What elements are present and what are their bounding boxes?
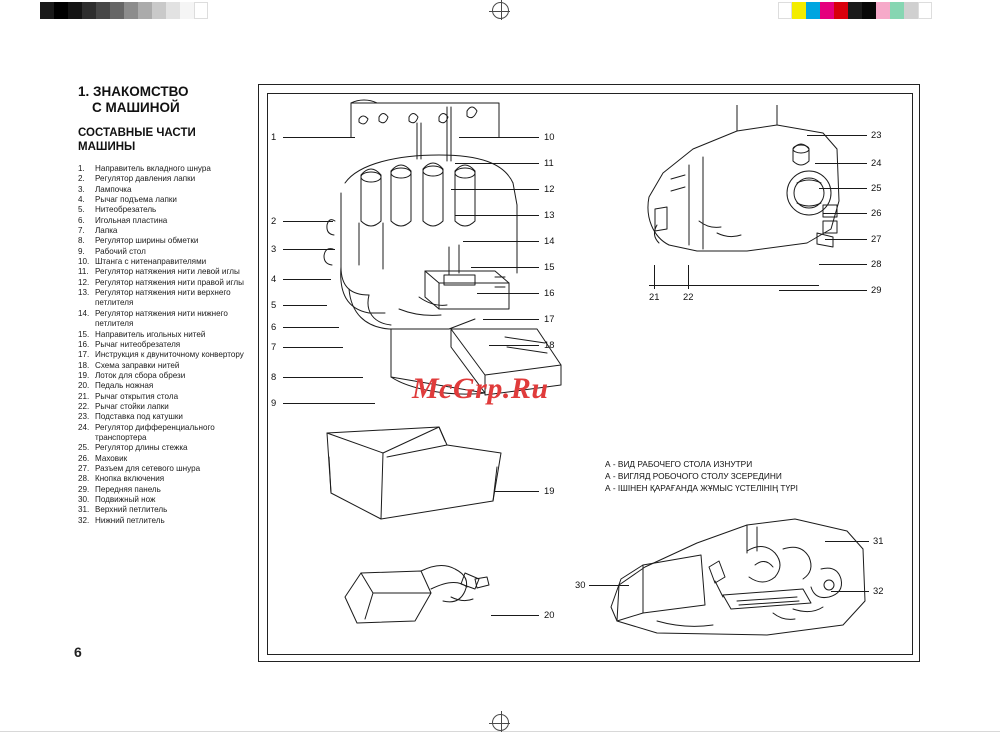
list-item: [78, 257, 264, 267]
leader-line-17: [483, 319, 539, 320]
list-item: [78, 485, 264, 495]
list-item-number: 21.: [78, 391, 90, 401]
list-item-label: Передняя панель: [95, 484, 161, 494]
callout-22: 22: [683, 291, 694, 302]
detail-panel-divider: [649, 285, 819, 286]
list-item: [78, 392, 264, 402]
list-item-label: Рычаг нитеобрезателя: [95, 339, 181, 349]
list-item-number: 19.: [78, 370, 90, 380]
list-item-number: 6.: [78, 215, 85, 225]
page-title-line1: 1. ЗНАКОМСТВО: [78, 84, 189, 99]
list-item-number: 5.: [78, 205, 85, 215]
leader-line-31: [825, 541, 869, 542]
list-item-number: 23.: [78, 412, 90, 422]
list-item: [78, 381, 264, 391]
callout-23: 23: [871, 129, 882, 140]
parts-list: [78, 164, 264, 526]
list-item-number: 20.: [78, 381, 90, 391]
registration-mark-top: [492, 2, 509, 19]
callout-5: 5: [271, 299, 277, 310]
list-item-label: Регулятор ширины обметки: [95, 236, 199, 246]
leader-line-24: [815, 163, 867, 164]
section-subtitle-line1: СОСТАВНЫЕ ЧАСТИ: [78, 127, 196, 139]
list-item-number: 17.: [78, 350, 90, 360]
leader-line-27: [825, 239, 867, 240]
list-item: [78, 464, 264, 474]
list-item-number: 4.: [78, 195, 85, 205]
list-item-label: Разъем для сетевого шнура: [95, 463, 201, 473]
list-item: [78, 164, 264, 174]
list-item-number: 27.: [78, 463, 90, 473]
list-item: [78, 216, 264, 226]
callout-8: 8: [271, 371, 277, 382]
list-item-label: Рычаг подъема лапки: [95, 195, 177, 205]
list-item-label: Лампочка: [95, 184, 132, 194]
list-item-number: 30.: [78, 495, 90, 504]
list-item: [78, 195, 264, 205]
list-item-number: 25.: [78, 443, 90, 453]
list-item: [78, 278, 264, 288]
callout-27: 27: [871, 233, 882, 244]
leader-line-32: [831, 591, 869, 592]
leader-line-26: [823, 213, 867, 214]
callout-11: 11: [544, 157, 554, 168]
list-item-label: Верхний петлитель: [95, 505, 168, 515]
callout-25: 25: [871, 182, 882, 193]
leader-line-25: [819, 188, 867, 189]
callout-21: 21: [649, 291, 660, 302]
list-item-number: 8.: [78, 236, 85, 246]
list-item-number: 31.: [78, 505, 90, 515]
callout-1: 1: [271, 131, 277, 142]
callout-28: 28: [871, 258, 882, 269]
list-item: [78, 330, 264, 340]
page-content: [0, 24, 1000, 708]
view-note-ru: А - ВИД РАБОЧЕГО СТОЛА ИЗНУТРИ: [605, 459, 753, 469]
list-item-label: Регулятор натяжения нити нижнего петлителя: [95, 308, 228, 329]
view-note-uk: А - ВИГЛЯД РОБОЧОГО СТОЛУ ЗСЕРЕДИНИ: [605, 471, 782, 481]
list-item-number: 14.: [78, 308, 90, 318]
leader-line-20: [491, 615, 539, 616]
callout-19: 19: [544, 485, 555, 496]
callout-3: 3: [271, 243, 277, 254]
list-item-number: 26.: [78, 453, 90, 463]
callout-26: 26: [871, 207, 882, 218]
leader-line-1: [283, 137, 355, 138]
list-item: [78, 423, 264, 444]
list-item-label: Регулятор давления лапки: [95, 174, 196, 184]
callout-16: 16: [544, 287, 555, 298]
callout-4: 4: [271, 273, 277, 284]
callout-32: 32: [873, 585, 884, 596]
list-item-number: 1.: [78, 164, 85, 173]
leader-line-9: [283, 403, 375, 404]
overlock-machine-illustration: [299, 97, 589, 397]
list-item-number: 13.: [78, 288, 90, 298]
list-item: [78, 505, 264, 515]
leader-line-19: [495, 491, 539, 492]
callout-17: 17: [544, 313, 555, 324]
figure-panel: [258, 84, 920, 662]
view-note-kk: А - ІШІНЕН ҚАРАҒАНДА ЖҰМЫС ҮСТЕЛІНІҢ ТҮРІ: [605, 483, 798, 493]
page-title-line2: С МАШИНОЙ: [92, 100, 180, 115]
callout-2: 2: [271, 215, 277, 226]
list-item-label: Игольная пластина: [95, 215, 168, 225]
leader-line-5: [283, 305, 327, 306]
list-item: [78, 247, 264, 257]
leader-line-11: [455, 163, 539, 164]
callout-15: 15: [544, 261, 555, 272]
leader-line-6: [283, 327, 339, 328]
list-item-label: Кнопка включения: [95, 474, 165, 484]
list-item-label: Регулятор длины стежка: [95, 443, 188, 453]
callout-10: 10: [544, 131, 555, 142]
list-item: [78, 288, 264, 309]
list-item-number: 24.: [78, 422, 90, 432]
leader-line-28: [819, 264, 867, 265]
list-item-number: 7.: [78, 226, 85, 236]
list-item-label: Лоток для сбора обрези: [95, 370, 186, 380]
inner-work-table-illustration: [597, 509, 877, 649]
list-item-number: 16.: [78, 339, 90, 349]
callout-7: 7: [271, 341, 277, 352]
list-item-number: 9.: [78, 246, 85, 256]
calibration-strip-right: [778, 2, 932, 19]
leader-line-8: [283, 377, 363, 378]
list-item-label: Регулятор натяжения нити левой иглы: [95, 267, 240, 277]
list-item-number: 22.: [78, 401, 90, 411]
leader-line-30: [589, 585, 629, 586]
list-item-label: Штанга с нитенаправителями: [95, 257, 207, 267]
list-item-label: Подставка под катушки: [95, 412, 183, 422]
list-item-number: 15.: [78, 329, 90, 339]
list-item: [78, 226, 264, 236]
list-item-number: 10.: [78, 257, 90, 267]
leader-line-7: [283, 347, 343, 348]
leader-line-23: [807, 135, 867, 136]
leader-line-15: [471, 267, 539, 268]
foot-pedal-illustration: [335, 549, 515, 639]
list-item-number: 11.: [78, 267, 89, 277]
list-item-label: Нитеобрезатель: [95, 205, 157, 215]
leader-line-18: [489, 345, 539, 346]
leader-line-4: [283, 279, 331, 280]
watermark: McGrp.Ru: [412, 372, 549, 405]
page-title: [78, 84, 258, 116]
list-item: [78, 412, 264, 422]
list-item-number: 3.: [78, 184, 85, 194]
page-number: 6: [74, 644, 82, 660]
registration-mark-bottom: [492, 714, 509, 731]
list-item: [78, 371, 264, 381]
section-subtitle: [78, 126, 268, 154]
waste-tray-illustration: [321, 423, 521, 533]
machine-right-side-illustration: [627, 105, 857, 265]
list-item: [78, 361, 264, 371]
leader-line-16: [477, 293, 539, 294]
list-item-label: Регулятор натяжения нити верхнего петлителя: [95, 288, 231, 308]
list-item: [78, 340, 264, 350]
list-item: [78, 174, 264, 184]
list-item: [78, 516, 264, 526]
list-item-label: Лапка: [95, 226, 118, 236]
list-item: [78, 474, 264, 484]
list-item-label: Рычаг открытия стола: [95, 391, 179, 401]
callout-9: 9: [271, 397, 277, 408]
list-item-label: Нижний петлитель: [95, 515, 165, 525]
callout-31: 31: [873, 535, 884, 546]
list-item-label: Рабочий стол: [95, 246, 146, 256]
calibration-strip-left: [40, 2, 208, 19]
list-item-number: 29.: [78, 484, 90, 494]
leader-line-10: [459, 137, 539, 138]
callout-20: 20: [544, 609, 555, 620]
list-item: [78, 205, 264, 215]
list-item: [78, 185, 264, 195]
section-subtitle-line2: МАШИНЫ: [78, 141, 136, 153]
callout-30: 30: [575, 579, 586, 590]
list-item-number: 2.: [78, 174, 85, 184]
list-item-label: Маховик: [95, 453, 128, 463]
callout-24: 24: [871, 157, 882, 168]
list-item: [78, 443, 264, 453]
list-item: [78, 495, 264, 505]
callout-12: 12: [544, 183, 555, 194]
list-item-label: Регулятор натяжения нити правой иглы: [95, 277, 244, 287]
list-item: [78, 454, 264, 464]
list-item-number: 12.: [78, 277, 90, 287]
callout-6: 6: [271, 321, 277, 332]
list-item-label: Инструкция к двуниточному конвертору: [95, 350, 244, 360]
callout-14: 14: [544, 235, 555, 246]
list-item: [78, 402, 264, 412]
list-item: [78, 350, 264, 360]
list-item-number: 32.: [78, 515, 90, 525]
callout-29: 29: [871, 284, 882, 295]
leader-line-13: [455, 215, 539, 216]
list-item-label: Регулятор дифференциального транспортера: [95, 422, 215, 442]
list-item-label: Направитель игольных нитей: [95, 329, 206, 339]
list-item-label: Рычаг стойки лапки: [95, 401, 169, 411]
leader-line-2: [283, 221, 333, 222]
list-item-label: Направитель вкладного шнура: [95, 164, 211, 173]
leader-line-14: [463, 241, 539, 242]
leader-line-3: [283, 249, 335, 250]
list-item-number: 28.: [78, 474, 90, 484]
list-item: [78, 309, 264, 330]
list-item-label: Схема заправки нитей: [95, 360, 180, 370]
callout-18: 18: [544, 339, 555, 350]
list-item-number: 18.: [78, 360, 90, 370]
list-item-label: Подвижный нож: [95, 495, 156, 504]
leader-line-12: [451, 189, 539, 190]
list-item: [78, 236, 264, 246]
list-item-label: Педаль ножная: [95, 381, 154, 391]
leader-line-29: [779, 290, 867, 291]
callout-13: 13: [544, 209, 555, 220]
list-item: [78, 267, 264, 277]
